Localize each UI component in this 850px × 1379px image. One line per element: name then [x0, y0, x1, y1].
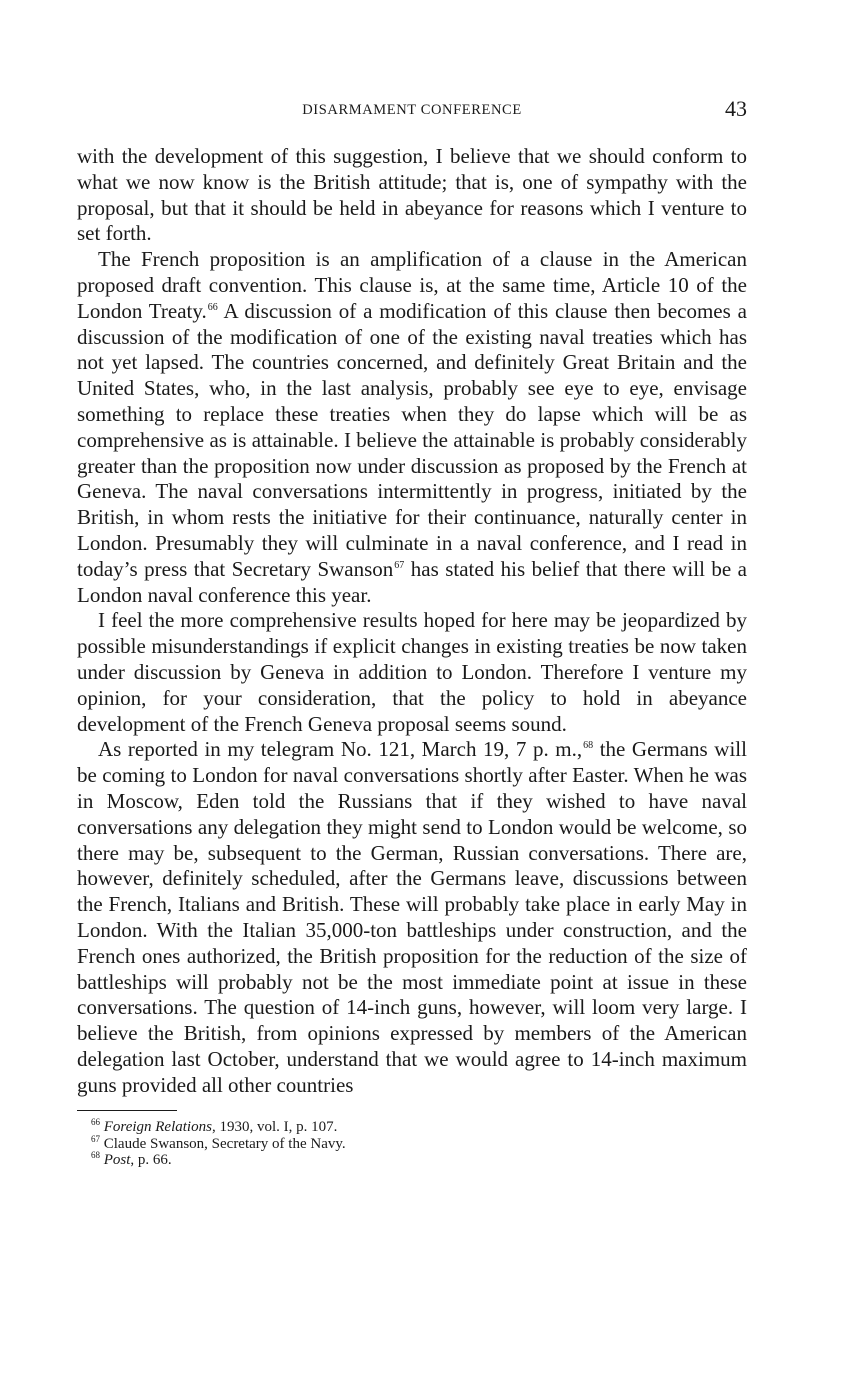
paragraph-2 — [77, 247, 747, 608]
footnote-number: 66 — [91, 1117, 100, 1128]
footnote-text: , 1930, vol. I, p. 107. — [211, 1119, 338, 1136]
paragraph-2-part-2: A discussion of a modification of this clause then becomes a discussion of the modification of one of the existing naval treaties which has not yet lapsed. The countries concerned, and definitely Great Britain and the United States, who, in the last analysis, probably see eye to eye, envisage something to replace these treaties when they do lapse which will be as comprehensive as is attainable. I believe the attainable is probably considerably greater than the proposition now under discussion as proposed by the French at Geneva. The naval conversations intermittently in progress, initiated by the British, in whom rests the initiative for their continuance, naturally center in London. Presumably they will culminate in a naval conference, and I read in today’s press that Secretary Swanson — [77, 298, 747, 581]
footnote-ref-68: 68 — [583, 740, 594, 752]
paragraph-3: I feel the more comprehensive results hoped for here may be jeopardized by possible misunderstandings if explicit changes in existing treaties be now taken under discussion by Geneva in addition to London. Therefore I venture my opinion, for your consideration, that the policy to hold in abeyance development of the French Geneva proposal seems sound. — [77, 608, 747, 736]
paragraph-1: with the development of this suggestion, I believe that we should conform to what we now know is the British attitude; that is, one of sympathy with the proposal, but that it should be held in abeyance for reasons which I venture to set forth. — [77, 144, 747, 246]
paragraph-2-part-1: The French proposition is an amplification of a clause in the American proposed draft convention. This clause is, at the same time, Article 10 of the London Treaty. — [77, 247, 747, 323]
running-head — [77, 96, 747, 126]
document-page — [77, 96, 747, 1169]
running-title: DISARMAMENT CONFERENCE — [302, 102, 522, 118]
footnote-ref-66: 66 — [207, 301, 218, 313]
footnote-number: 67 — [91, 1133, 100, 1144]
footnote-67 — [77, 1133, 747, 1153]
paragraph-4 — [77, 737, 747, 1098]
footnote-ref-67: 67 — [394, 559, 405, 571]
footnote-text: Claude Swanson, Secretary of the Navy. — [103, 1135, 346, 1152]
page-number: 43 — [725, 96, 747, 121]
footnotes — [77, 1119, 747, 1169]
body-text — [77, 144, 747, 1098]
footnote-text: , p. 66. — [130, 1152, 172, 1169]
footnote-number: 68 — [91, 1150, 100, 1161]
footnote-66 — [77, 1119, 747, 1136]
paragraph-4-part-2: the Germans will be coming to London for naval conversations shortly after Easter. When he was in Moscow, Eden told the Russians that if they wished to have naval conversations any delegation they might send to London would be welcome, so there may be, subsequent to the German, Russian conversations. There are, however, definitely scheduled, after the Germans leave, discussions between the French, Italians and British. These will probably take place in early May in London. With the Italian 35,000-ton battleships under construction, and the French ones authorized, the British proposition for the reduction of the size of battleships will probably not be the most immediate point at issue in these conversations. The question of 14-inch guns, however, will loom very large. I believe the British, from opinions expressed by members of the American delegation last October, understand that we would agree to 14-inch maximum guns provided all other countries — [77, 737, 747, 1097]
paragraph-4-part-1: As reported in my telegram No. 121, March 19, 7 p. m., — [98, 737, 583, 762]
footnote-title: Foreign Relations — [103, 1119, 212, 1136]
footnote-68 — [77, 1152, 747, 1169]
footnote-divider — [77, 1110, 177, 1111]
footnote-title: Post — [103, 1152, 131, 1169]
paragraph-2-part-3: has stated his belief that there will be a London naval conference this year. — [77, 556, 747, 607]
